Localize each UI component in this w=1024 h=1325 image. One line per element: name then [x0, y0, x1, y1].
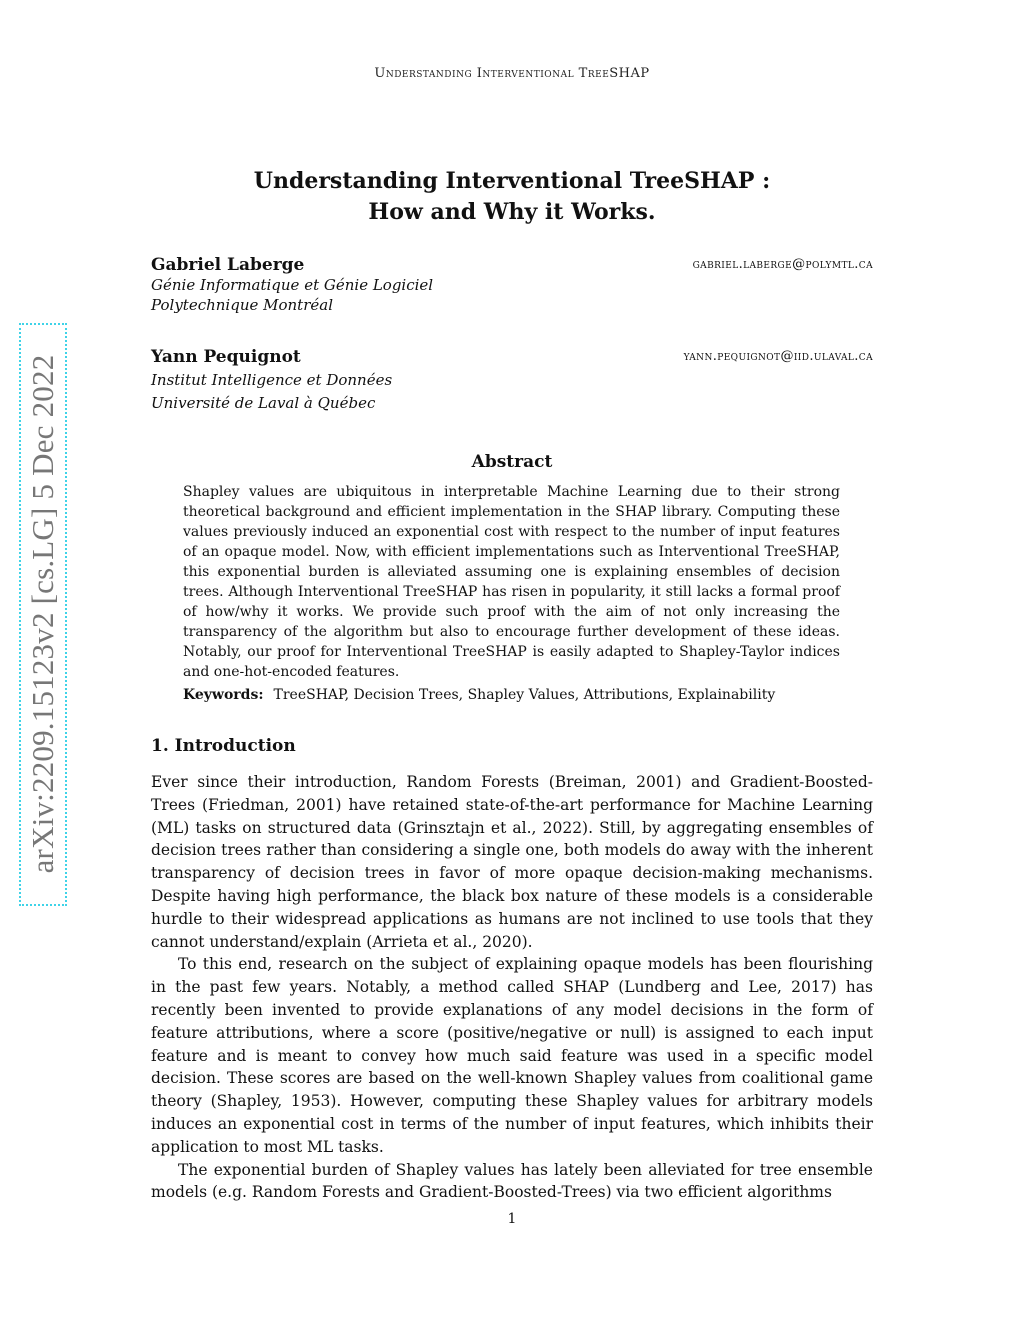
author-affiliation: Polytechnique Montréal — [151, 296, 333, 314]
title-line-2: How and Why it Works. — [368, 199, 656, 225]
author-affiliation: Génie Informatique et Génie Logiciel — [151, 276, 434, 294]
author-name: Yann Pequignot — [151, 347, 301, 367]
author-name: Gabriel Laberge — [151, 255, 305, 275]
abstract-text: Shapley values are ubiquitous in interpretable Machine Learning due to their strong theoretical background and efficient implementation in the SHAP library. Computing these values previously induced an exponential cost with respect to the number of input features of an opaque model. Now, with efficient implementations such as Interventional TreeSHAP, this exponential burden is alleviated assuming one is explaining ensembles of decision trees. Although Interventional TreeSHAP has risen in popularity, it still lacks a formal proof of how/why it works. We provide such proof with the aim of not only increasing the transparency of the algorithm but also to encourage further development of these ideas. Notably, our proof for Interventional TreeSHAP is easily adapted to Shapley-Taylor indices and one-hot-encoded features. — [183, 484, 840, 680]
abstract-heading: Abstract — [471, 452, 553, 472]
paragraph: The exponential burden of Shapley values has lately been alleviated for tree ensemble models (e.g. Random Forests and Gradient-Boosted-Trees) via two efficient algorithms — [151, 1160, 873, 1202]
author-affiliation: Université de Laval à Québec — [151, 394, 376, 412]
keywords — [183, 685, 840, 705]
paper-title — [0, 166, 1024, 228]
arxiv-stamp[interactable]: arXiv:2209.15123v2 [cs.LG] 5 Dec 2022 — [25, 354, 60, 874]
keywords-list: TreeSHAP, Decision Trees, Shapley Values, Attributions, Explainability — [273, 687, 776, 703]
page-number: 1 — [507, 1211, 517, 1227]
title-line-1: Understanding Interventional TreeSHAP : — [253, 168, 771, 194]
paragraph: To this end, research on the subject of explaining opaque models has been flourishing in the past few years. Notably, a method called SHAP (Lundberg and Lee, 2017) has recently been invented to provide explanations of any model decisions in the form of feature attributions, where a score (positive/negative or null) is assigned to each input feature and is meant to convey how much said feature was used in a specific model decision. These scores are based on the well-known Shapley values from coalitional game theory (Shapley, 1953). However, computing these Shapley values for arbitrary models induces an exponential cost in terms of the number of input features, which inhibits their application to most ML tasks. — [151, 955, 873, 1156]
author-block-2 — [151, 347, 873, 413]
author-email[interactable]: gabriel.laberge@polymtl.ca — [692, 257, 873, 272]
running-head: Understanding Interventional TreeSHAP — [374, 66, 650, 81]
section-body — [151, 771, 873, 1204]
author-block-1 — [151, 255, 873, 315]
section-heading: 1. Introduction — [151, 736, 296, 756]
keywords-label: Keywords: — [183, 687, 264, 703]
paragraph: Ever since their introduction, Random Forests (Breiman, 2001) and Gradient-Boosted-Trees (Friedman, 2001) have retained state-of-the-art performance for Machine Learning (ML) tasks on structured data (Grinsztajn et al., 2022). Still, by aggregating ensembles of decision trees rather than considering a single one, both models do away with the inherent transparency of decision trees in favor of more opaque decision-making mechanisms. Despite having high performance, the black box nature of these models is a considerable hurdle to their widespread applications as humans are not inclined to use tools that they cannot understand/explain (Arrieta et al., 2020). — [151, 773, 873, 951]
author-affiliation: Institut Intelligence et Données — [151, 371, 393, 389]
author-email[interactable]: yann.pequignot@iid.ulaval.ca — [683, 349, 873, 364]
